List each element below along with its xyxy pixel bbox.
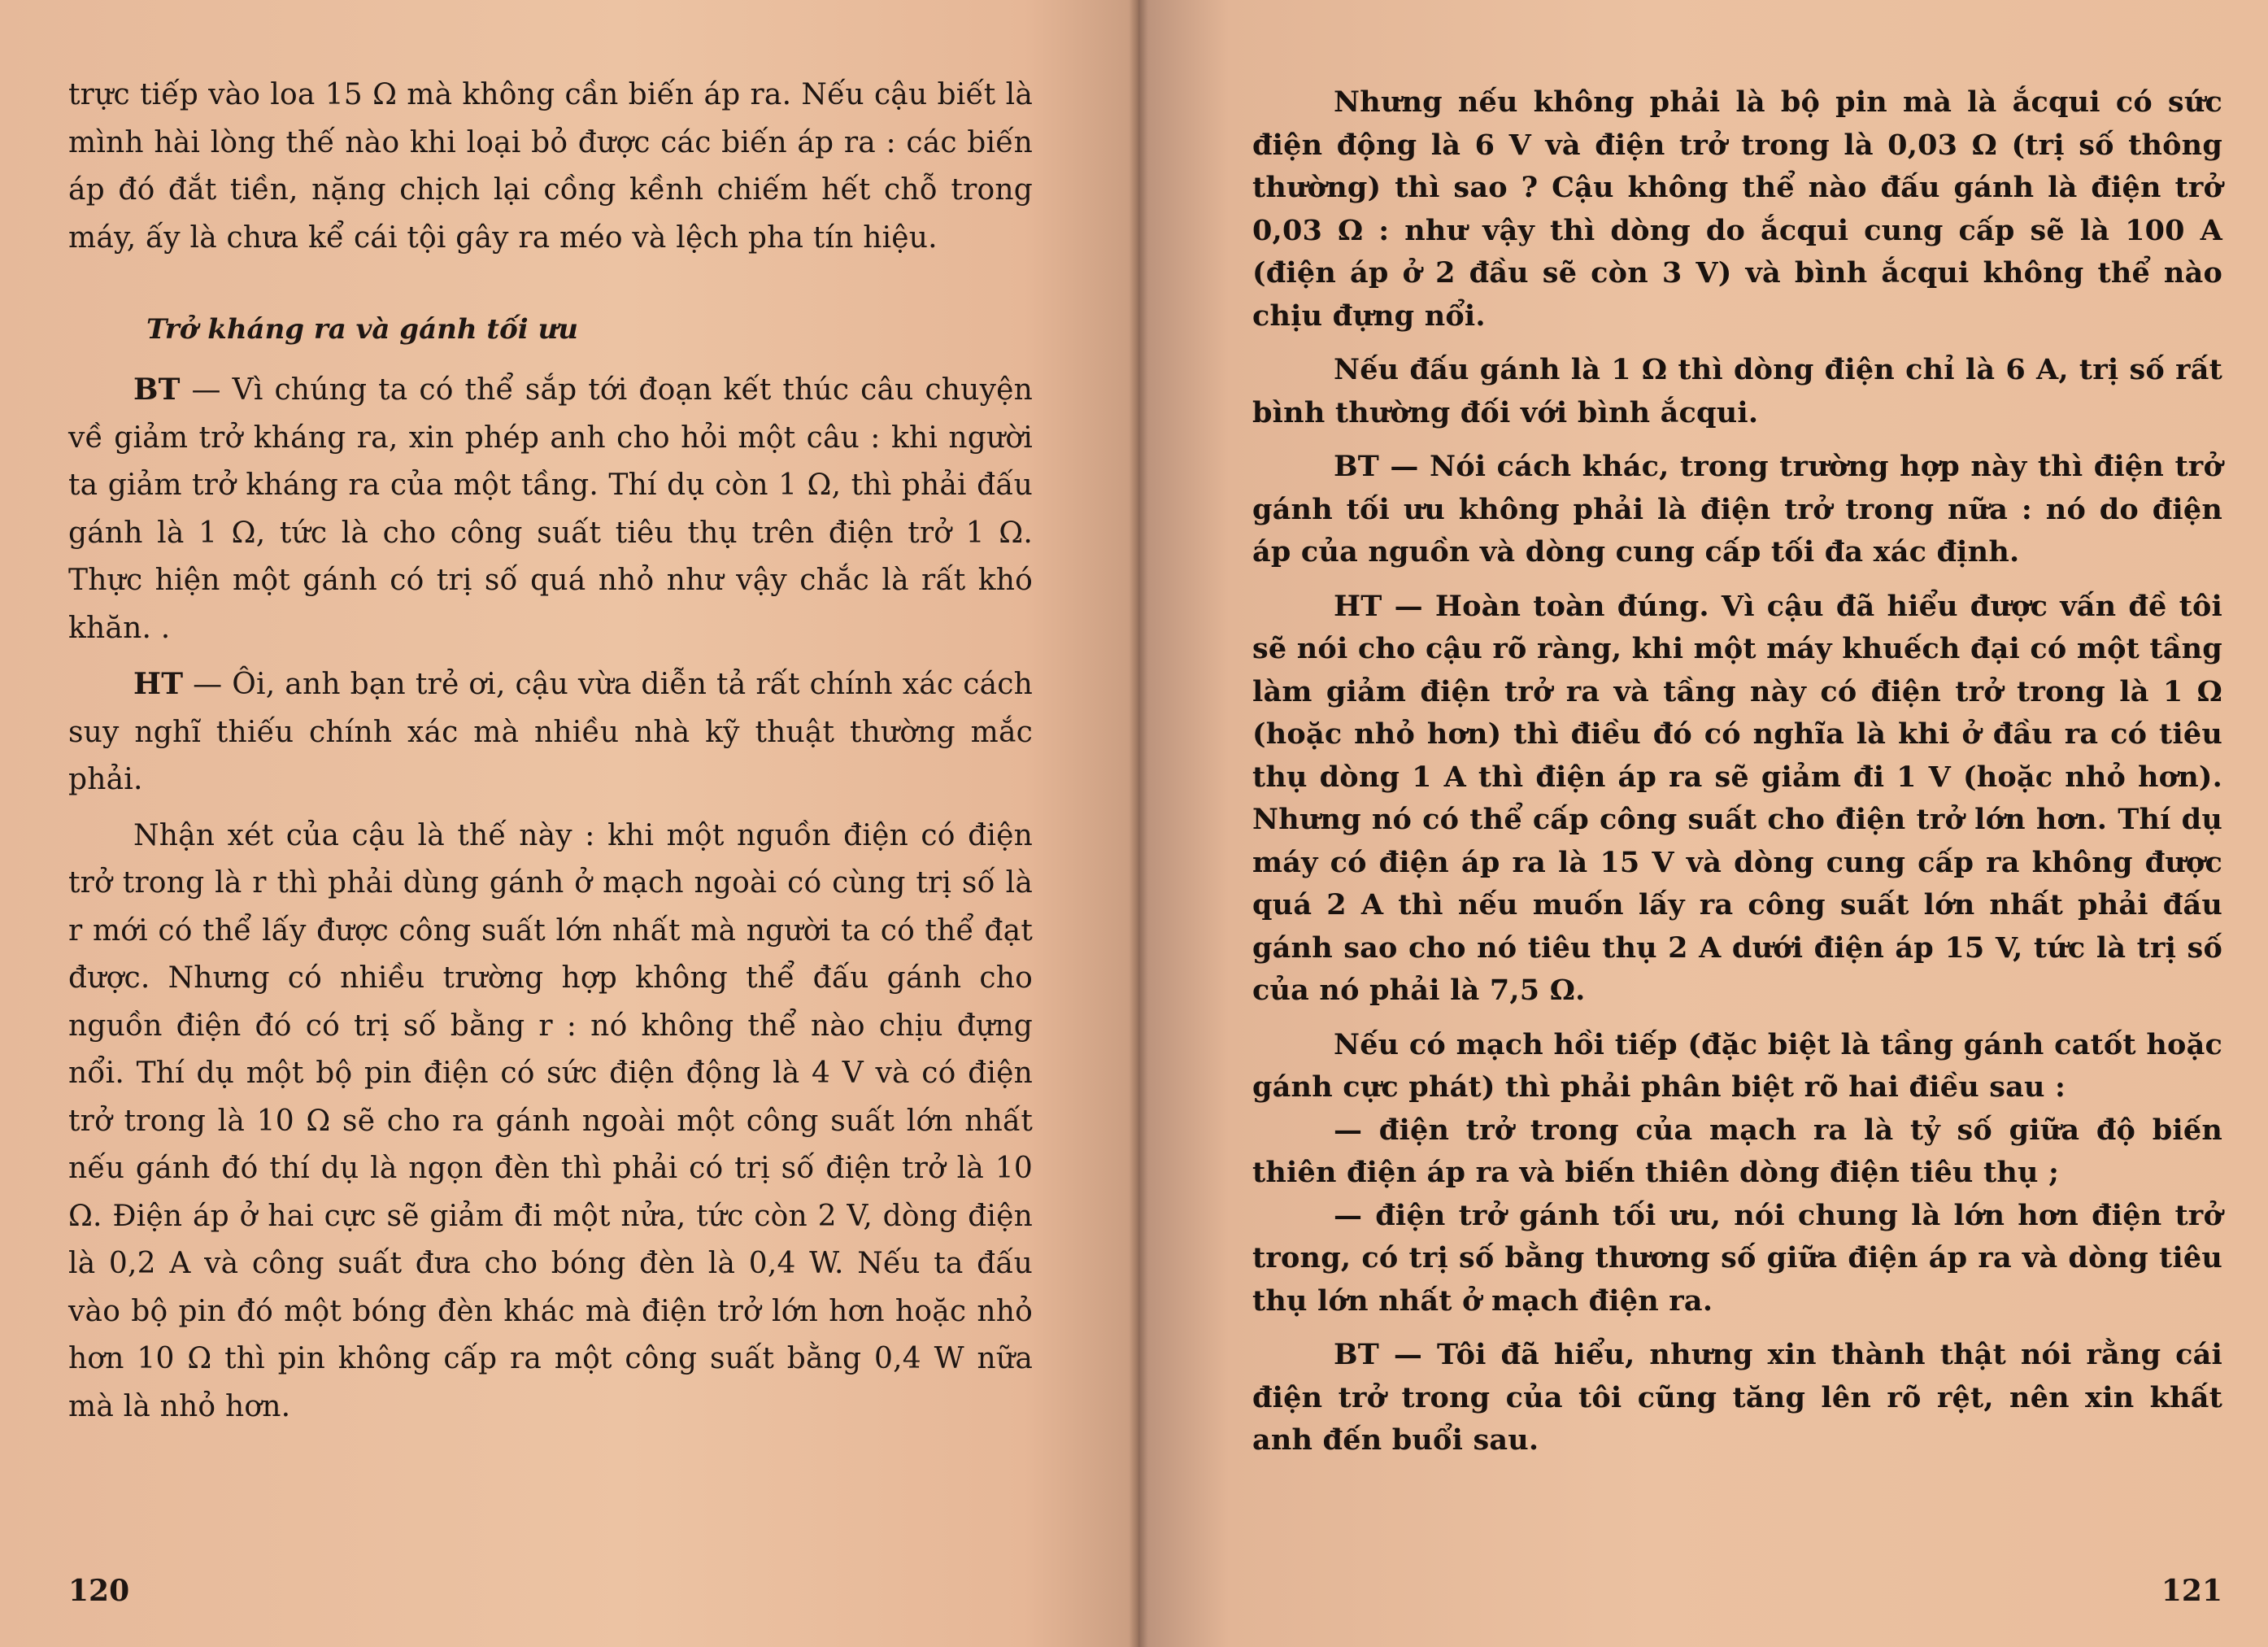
page-number-left: 120 bbox=[68, 1574, 130, 1608]
left-paragraph-ht-answer bbox=[68, 660, 1033, 804]
right-paragraph-feedback: Nếu có mạch hồi tiếp (đặc biệt là tầng gánh catốt hoặc gánh cực phát) thì phải phân biệt rõ hai điều sau : bbox=[1252, 1027, 2222, 1104]
speaker-label: BT bbox=[1334, 450, 1380, 483]
paragraph-text: — Nói cách khác, trong trường hợp này thì điện trở gánh tối ưu không phải là điện trở trong nữa : nó do điện áp của nguồn và dòng cung cấp tối đa xác định. bbox=[1252, 450, 2222, 569]
right-paragraph-ht bbox=[1252, 586, 2222, 1013]
page-number-right: 121 bbox=[2161, 1574, 2222, 1608]
right-paragraph-load: Nếu đấu gánh là 1 Ω thì dòng điện chỉ là 6 A, trị số rất bình thường đối với bình ắcqui. bbox=[1252, 353, 2222, 429]
speaker-label: BT bbox=[1334, 1338, 1380, 1371]
right-page bbox=[1138, 0, 2268, 1647]
paragraph-text: — Vì chúng ta có thể sắp tới đoạn kết thúc câu chuyện về giảm trở kháng ra, xin phép anh cho hỏi một câu : khi người ta giảm trở kháng ra của một tầng. Thí dụ còn 1 Ω, thì phải đấu gánh là 1 Ω, tức là cho công suất tiêu thụ trên điện trở 1 Ω. Thực hiện một gánh có trị số quá nhỏ như vậy chắc là rất khó khăn. . bbox=[68, 373, 1033, 645]
book-gutter bbox=[1129, 0, 1148, 1647]
speaker-label: HT bbox=[133, 667, 184, 701]
left-paragraph-bt-question bbox=[68, 366, 1033, 652]
left-paragraph-explanation: Nhận xét của cậu là thế này : khi một nguồn điện có điện trở trong là r thì phải dùng gánh ở mạch ngoài có cùng trị số là r mới có thể lấy được công suất lớn nhất mà người ta có thể đạt được. Nhưng có nhiều trường hợp không thể đấu gánh cho nguồn điện đó có trị số bằng r : nó không thể nào chịu đựng nổi. Thí dụ một bộ pin điện có sức điện động là 4 V và có điện trở trong là 10 Ω sẽ cho ra gánh ngoài một công suất lớn nhất nếu gánh đó thí dụ là ngọn đèn thì phải có trị số điện trở là 10 Ω. Điện áp ở hai cực sẽ giảm đi một nửa, tức còn 2 V, dòng điện là 0,2 A và công suất đưa cho bóng đèn là 0,4 W. Nếu ta đấu vào bộ pin đó một bóng đèn khác mà điện trở lớn hơn hoặc nhỏ hơn 10 Ω thì pin không cấp ra một công suất bằng 0,4 W nữa mà là nhỏ hơn. bbox=[68, 818, 1033, 1423]
right-list-item-1: — điện trở trong của mạch ra là tỷ số giữa độ biến thiên điện áp ra và biến thiên dòng điện tiêu thụ ; bbox=[1252, 1113, 2222, 1189]
left-paragraph-continued: trực tiếp vào loa 15 Ω mà không cần biến áp ra. Nếu cậu biết là mình hài lòng thế nào khi loại bỏ được các biến áp ra : các biến áp đó đắt tiền, nặng chịch lại cồng kềnh chiếm hết chỗ trong máy, ấy là chưa kể cái tội gây ra méo và lệch pha tín hiệu. bbox=[68, 78, 1033, 255]
right-paragraph-bt bbox=[1252, 446, 2222, 574]
paragraph-text: — Tôi đã hiểu, nhưng xin thành thật nói rằng cái điện trở trong của tôi cũng tăng lên rõ rệt, nên xin khất anh đến buổi sau. bbox=[1252, 1338, 2222, 1457]
right-list-item-2: — điện trở gánh tối ưu, nói chung là lớn hơn điện trở trong, có trị số bằng thương số giữa điện áp ra và dòng tiêu thụ lớn nhất ở mạch điện ra. bbox=[1252, 1198, 2222, 1318]
right-paragraph-battery: Nhưng nếu không phải là bộ pin mà là ắcqui có sức điện động là 6 V và điện trở trong là 0,03 Ω (trị số thông thường) thì sao ? Cậu không thể nào đấu gánh là điện trở 0,03 Ω : như vậy thì dòng do ắcqui cung cấp sẽ là 100 A (điện áp ở 2 đầu sẽ còn 3 V) và bình ắcqui không thể nào chịu đựng nổi. bbox=[1252, 85, 2222, 333]
speaker-label: HT bbox=[1334, 589, 1382, 623]
paragraph-text: — Ôi, anh bạn trẻ ơi, cậu vừa diễn tả rất chính xác cách suy nghĩ thiếu chính xác mà nhiều nhà kỹ thuật thường mắc phải. bbox=[68, 668, 1033, 796]
paragraph-text: — Hoàn toàn đúng. Vì cậu đã hiểu được vấn đề tôi sẽ nói cho cậu rõ ràng, khi một máy khuếch đại có một tầng làm giảm điện trở ra và tầng này có điện trở trong là 1 Ω (hoặc nhỏ hơn) thì điều đó có nghĩa là khi ở đầu ra có tiêu thụ dòng 1 A thì điện áp ra sẽ giảm đi 1 V (hoặc nhỏ hơn). Nhưng nó có thể cấp công suất cho điện trở lớn hơn. Thí dụ máy có điện áp ra là 15 V và dòng cung cấp ra không được quá 2 A thì nếu muốn lấy ra công suất lớn nhất phải đấu gánh sao cho nó tiêu thụ 2 A dưới điện áp 15 V, tức là trị số của nó phải là 7,5 Ω. bbox=[1252, 589, 2222, 1007]
right-paragraph-closing bbox=[1252, 1334, 2222, 1462]
speaker-label: BT bbox=[133, 373, 181, 407]
section-heading: Trở kháng ra và gánh tối ưu bbox=[146, 313, 578, 346]
